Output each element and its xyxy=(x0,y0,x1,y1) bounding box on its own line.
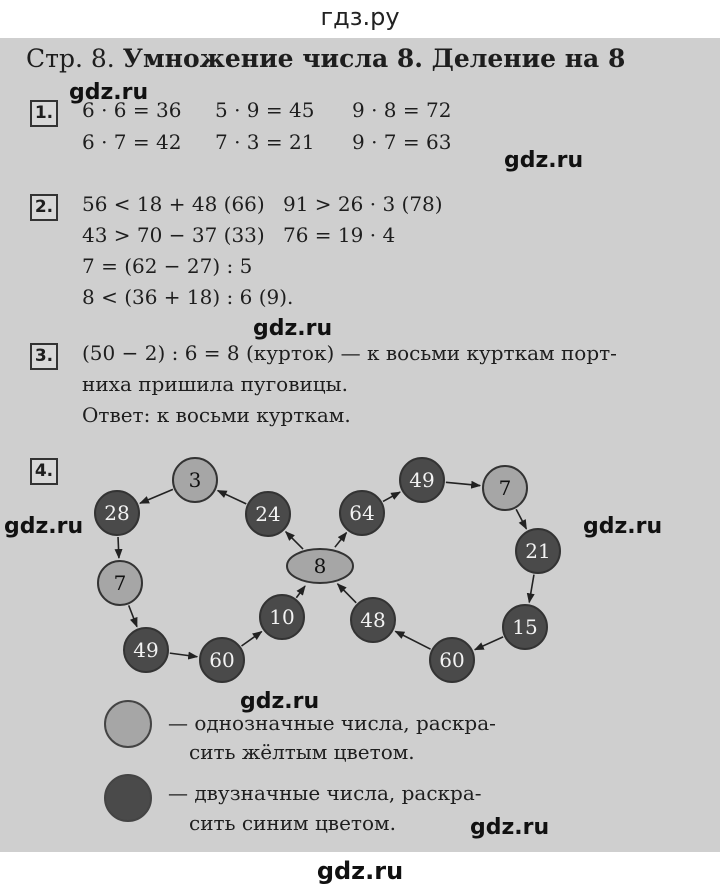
task-2-expr: 43 > 70 − 37 (33) xyxy=(82,223,265,247)
chain-arrow xyxy=(338,584,357,603)
node-value: 7 xyxy=(498,476,512,500)
task-2-expr: 7 = (62 − 27) : 5 xyxy=(82,254,253,278)
center-node-value: 8 xyxy=(313,554,327,578)
chain-arrow xyxy=(296,586,305,598)
node-value: 21 xyxy=(525,539,551,563)
task-3-solution: (50 − 2) : 6 = 8 (курток) — к восьми курткам порт- xyxy=(82,341,617,365)
node-value: 64 xyxy=(349,501,375,525)
task-1-expr: 9 · 7 = 63 xyxy=(352,130,452,154)
chain-arrow xyxy=(118,537,119,558)
watermark: gdz.ru xyxy=(253,316,333,341)
chain-arrow xyxy=(140,489,173,503)
chain-arrow xyxy=(529,575,534,603)
chain-arrow xyxy=(129,605,137,626)
legend-single-digit-text-1: — однозначные числа, раскра- xyxy=(168,711,496,735)
node-value: 15 xyxy=(512,615,538,639)
node-value: 7 xyxy=(113,571,127,595)
site-brand-bottom: gdz.ru xyxy=(316,857,404,885)
chain-arrow xyxy=(218,491,247,504)
task-4-number: 4. xyxy=(30,458,58,485)
chain-arrow xyxy=(395,631,430,649)
legend-single-digit-circle xyxy=(104,700,152,748)
task-2-expr: 56 < 18 + 48 (66) xyxy=(82,192,265,216)
task-3-answer: Ответ: к восьми курткам. xyxy=(82,403,351,427)
node-value: 60 xyxy=(439,648,465,672)
chain-arrow xyxy=(446,482,480,485)
task-1-expr: 7 · 3 = 21 xyxy=(215,130,315,154)
watermark: gdz.ru xyxy=(69,80,149,105)
legend-double-digit-circle xyxy=(104,774,152,822)
task-1-number: 1. xyxy=(30,100,58,127)
task-3-solution: ниха пришила пуговицы. xyxy=(82,372,348,396)
node-value: 28 xyxy=(104,501,130,525)
chain-arrow xyxy=(335,533,347,548)
task-3-number: 3. xyxy=(30,343,58,370)
watermark: gdz.ru xyxy=(583,514,663,539)
node-value: 24 xyxy=(255,502,281,526)
watermark: gdz.ru xyxy=(240,689,320,714)
legend-single-digit-text-2: сить жёлтым цветом. xyxy=(189,740,415,764)
chain-arrow xyxy=(516,509,526,529)
task-1-expr: 9 · 8 = 72 xyxy=(352,98,452,122)
title-main: Умножение числа 8. Деление на 8 xyxy=(122,44,626,73)
chain-arrow xyxy=(242,632,262,646)
node-value: 60 xyxy=(209,648,235,672)
chain-arrow xyxy=(475,637,503,650)
task-2-expr: 91 > 26 · 3 (78) xyxy=(283,192,443,216)
node-value: 49 xyxy=(133,638,159,662)
legend-double-digit-text-2: сить синим цветом. xyxy=(189,811,396,835)
task-2-expr: 8 < (36 + 18) : 6 (9). xyxy=(82,285,294,309)
title-prefix: Стр. 8. xyxy=(26,44,115,73)
node-value: 10 xyxy=(269,605,295,629)
watermark: gdz.ru xyxy=(504,148,584,173)
task-2-expr: 76 = 19 · 4 xyxy=(283,223,396,247)
task-1-expr: 6 · 6 = 36 xyxy=(82,98,182,122)
watermark: gdz.ru xyxy=(470,815,550,840)
chain-arrow xyxy=(383,492,400,501)
legend-double-digit-text-1: — двузначные числа, раскра- xyxy=(168,781,482,805)
task-1-expr: 6 · 7 = 42 xyxy=(82,130,182,154)
chain-arrow xyxy=(170,653,197,657)
node-value: 49 xyxy=(409,468,435,492)
chain-arrow xyxy=(286,532,303,549)
watermark: gdz.ru xyxy=(4,514,84,539)
node-value: 48 xyxy=(360,608,386,632)
node-value: 3 xyxy=(188,468,202,492)
task-2-number: 2. xyxy=(30,194,58,221)
site-brand-top: гдз.ру xyxy=(320,3,400,31)
task-1-expr: 5 · 9 = 45 xyxy=(215,98,315,122)
